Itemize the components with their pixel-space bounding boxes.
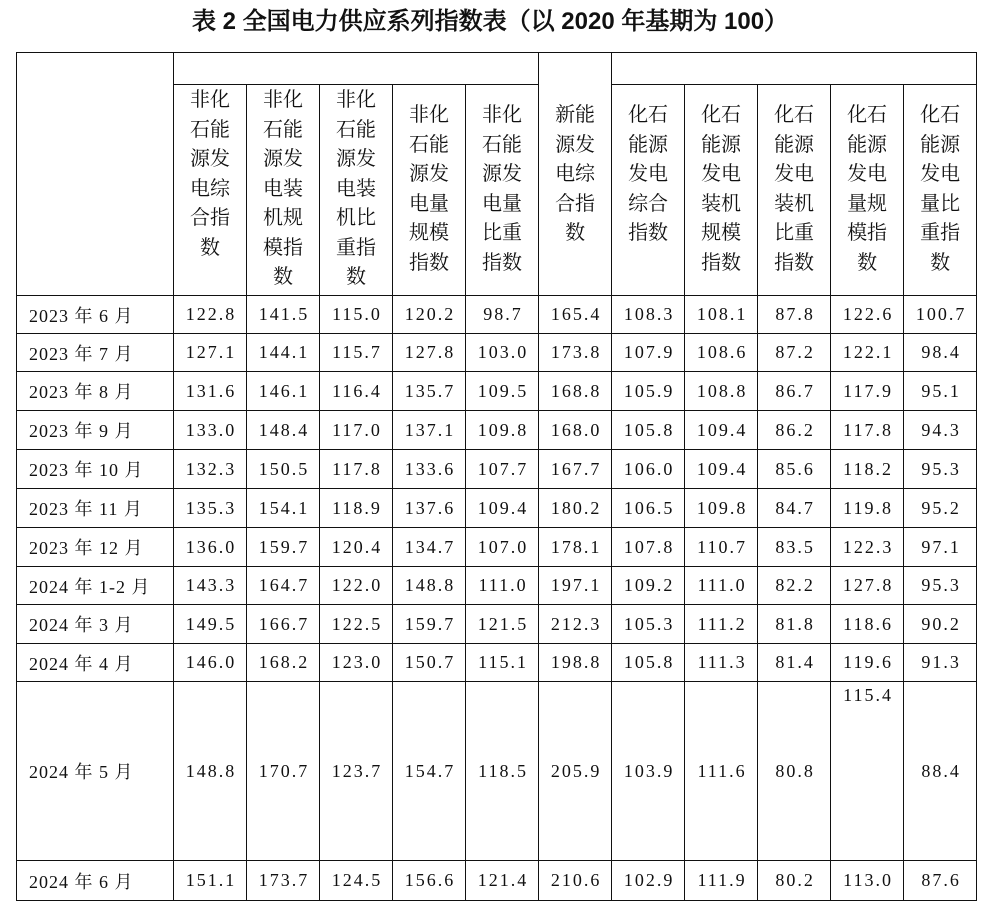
value-cell: 127.1	[174, 334, 247, 372]
value-cell: 87.8	[758, 296, 831, 334]
value-cell: 120.2	[393, 296, 466, 334]
value-cell: 106.5	[612, 489, 685, 528]
table-row	[17, 861, 977, 901]
value-cell: 107.7	[466, 450, 539, 489]
value-cell: 115.4	[831, 682, 904, 861]
value-cell: 90.2	[904, 605, 977, 644]
table-row	[17, 567, 977, 605]
value-cell: 109.4	[466, 489, 539, 528]
fossil-group-header	[612, 53, 977, 85]
period-cell: 2023 年 7 月	[17, 334, 174, 372]
col-header-label: 非化石能源发电量比重指数	[482, 104, 523, 274]
value-cell: 103.9	[612, 682, 685, 861]
col-header-non-fossil-composite	[174, 85, 247, 296]
value-cell: 122.0	[320, 567, 393, 605]
col-header-label: 化石能源发电量比重指数	[920, 104, 961, 274]
col-header-label: 非化石能源发电量规模指数	[409, 104, 449, 274]
value-cell: 137.6	[393, 489, 466, 528]
value-cell: 156.6	[393, 861, 466, 901]
value-cell: 143.3	[174, 567, 247, 605]
value-cell: 122.5	[320, 605, 393, 644]
value-cell: 148.4	[247, 411, 320, 450]
col-header-label: 化石能源发电装机规模指数	[701, 104, 742, 274]
value-cell: 111.0	[466, 567, 539, 605]
value-cell: 100.7	[904, 296, 977, 334]
value-cell: 137.1	[393, 411, 466, 450]
value-cell: 95.3	[904, 450, 977, 489]
value-cell: 109.4	[685, 450, 758, 489]
value-cell: 84.7	[758, 489, 831, 528]
value-cell: 118.5	[466, 682, 539, 861]
value-cell: 95.1	[904, 372, 977, 411]
col-header-label: 非化石能源发电综合指数	[190, 89, 230, 259]
value-cell: 122.8	[174, 296, 247, 334]
value-cell: 119.8	[831, 489, 904, 528]
value-cell: 210.6	[539, 861, 612, 901]
value-cell: 132.3	[174, 450, 247, 489]
period-header-cell	[17, 53, 174, 296]
value-cell: 150.5	[247, 450, 320, 489]
value-cell: 109.8	[466, 411, 539, 450]
table-row	[17, 372, 977, 411]
value-cell: 106.0	[612, 450, 685, 489]
period-cell: 2023 年 12 月	[17, 528, 174, 567]
value-cell: 98.4	[904, 334, 977, 372]
value-cell: 154.1	[247, 489, 320, 528]
value-cell: 166.7	[247, 605, 320, 644]
value-cell: 102.9	[612, 861, 685, 901]
value-cell: 136.0	[174, 528, 247, 567]
value-cell: 117.8	[320, 450, 393, 489]
value-cell: 168.0	[539, 411, 612, 450]
value-cell: 151.1	[174, 861, 247, 901]
value-cell: 133.6	[393, 450, 466, 489]
value-cell: 148.8	[174, 682, 247, 861]
value-cell: 103.0	[466, 334, 539, 372]
value-cell: 122.6	[831, 296, 904, 334]
power-supply-index-table	[16, 52, 977, 901]
value-cell: 105.8	[612, 644, 685, 682]
value-cell: 146.0	[174, 644, 247, 682]
value-cell: 154.7	[393, 682, 466, 861]
value-cell: 82.2	[758, 567, 831, 605]
value-cell: 80.8	[758, 682, 831, 861]
table-row	[17, 450, 977, 489]
value-cell: 144.1	[247, 334, 320, 372]
value-cell: 86.2	[758, 411, 831, 450]
value-cell: 170.7	[247, 682, 320, 861]
value-cell: 81.8	[758, 605, 831, 644]
value-cell: 127.8	[393, 334, 466, 372]
value-cell: 95.3	[904, 567, 977, 605]
value-cell: 146.1	[247, 372, 320, 411]
col-header-non-fossil-generation-scale	[393, 85, 466, 296]
value-cell: 117.0	[320, 411, 393, 450]
value-cell: 121.5	[466, 605, 539, 644]
col-header-fossil-composite	[612, 85, 685, 296]
table-row	[17, 528, 977, 567]
value-cell: 173.7	[247, 861, 320, 901]
value-cell: 119.6	[831, 644, 904, 682]
value-cell: 111.3	[685, 644, 758, 682]
period-cell: 2024 年 6 月	[17, 861, 174, 901]
value-cell: 108.3	[612, 296, 685, 334]
period-cell: 2023 年 6 月	[17, 296, 174, 334]
period-cell: 2023 年 10 月	[17, 450, 174, 489]
col-header-label: 化石能源发电量规模指数	[847, 104, 888, 274]
value-cell: 85.6	[758, 450, 831, 489]
value-cell: 167.7	[539, 450, 612, 489]
header-group-row	[17, 53, 977, 85]
value-cell: 95.2	[904, 489, 977, 528]
period-cell: 2023 年 9 月	[17, 411, 174, 450]
value-cell: 109.2	[612, 567, 685, 605]
col-header-label: 新能源发电综合指数	[555, 104, 596, 244]
period-cell: 2024 年 4 月	[17, 644, 174, 682]
col-header-label: 非化石能源发电装机比重指数	[336, 89, 376, 288]
value-cell: 98.7	[466, 296, 539, 334]
value-cell: 118.6	[831, 605, 904, 644]
period-cell: 2023 年 11 月	[17, 489, 174, 528]
period-cell: 2024 年 3 月	[17, 605, 174, 644]
value-cell: 120.4	[320, 528, 393, 567]
value-cell: 159.7	[247, 528, 320, 567]
col-header-label: 化石能源发电综合指数	[628, 104, 669, 244]
value-cell: 141.5	[247, 296, 320, 334]
value-cell: 150.7	[393, 644, 466, 682]
value-cell: 107.9	[612, 334, 685, 372]
value-cell: 111.9	[685, 861, 758, 901]
value-cell: 94.3	[904, 411, 977, 450]
col-header-non-fossil-capacity-scale	[247, 85, 320, 296]
col-header-fossil-capacity-share	[758, 85, 831, 296]
value-cell: 116.4	[320, 372, 393, 411]
value-cell: 131.6	[174, 372, 247, 411]
value-cell: 107.0	[466, 528, 539, 567]
value-cell: 105.9	[612, 372, 685, 411]
table-row	[17, 489, 977, 528]
col-header-label: 化石能源发电装机比重指数	[774, 104, 815, 274]
value-cell: 80.2	[758, 861, 831, 901]
value-cell: 110.7	[685, 528, 758, 567]
value-cell: 86.7	[758, 372, 831, 411]
col-header-label: 非化石能源发电装机规模指数	[263, 89, 303, 288]
period-cell: 2023 年 8 月	[17, 372, 174, 411]
table-row	[17, 644, 977, 682]
value-cell: 81.4	[758, 644, 831, 682]
value-cell: 83.5	[758, 528, 831, 567]
table-row	[17, 411, 977, 450]
value-cell: 108.1	[685, 296, 758, 334]
value-cell: 123.7	[320, 682, 393, 861]
value-cell: 122.3	[831, 528, 904, 567]
value-cell: 91.3	[904, 644, 977, 682]
value-cell: 87.6	[904, 861, 977, 901]
period-cell: 2024 年 5 月	[17, 682, 174, 861]
value-cell: 149.5	[174, 605, 247, 644]
value-cell: 115.1	[466, 644, 539, 682]
value-cell: 124.5	[320, 861, 393, 901]
value-cell: 159.7	[393, 605, 466, 644]
value-cell: 88.4	[904, 682, 977, 861]
value-cell: 121.4	[466, 861, 539, 901]
table-row	[17, 682, 977, 861]
value-cell: 111.6	[685, 682, 758, 861]
value-cell: 109.4	[685, 411, 758, 450]
value-cell: 105.8	[612, 411, 685, 450]
value-cell: 133.0	[174, 411, 247, 450]
col-header-new-energy-composite	[539, 53, 612, 296]
value-cell: 164.7	[247, 567, 320, 605]
table-row	[17, 296, 977, 334]
value-cell: 97.1	[904, 528, 977, 567]
value-cell: 168.2	[247, 644, 320, 682]
value-cell: 178.1	[539, 528, 612, 567]
value-cell: 168.8	[539, 372, 612, 411]
value-cell: 148.8	[393, 567, 466, 605]
value-cell: 107.8	[612, 528, 685, 567]
value-cell: 108.6	[685, 334, 758, 372]
value-cell: 105.3	[612, 605, 685, 644]
value-cell: 134.7	[393, 528, 466, 567]
value-cell: 135.7	[393, 372, 466, 411]
period-cell: 2024 年 1-2 月	[17, 567, 174, 605]
value-cell: 115.7	[320, 334, 393, 372]
value-cell: 127.8	[831, 567, 904, 605]
value-cell: 122.1	[831, 334, 904, 372]
col-header-non-fossil-generation-share	[466, 85, 539, 296]
value-cell: 113.0	[831, 861, 904, 901]
non-fossil-group-header	[174, 53, 539, 85]
col-header-non-fossil-capacity-share	[320, 85, 393, 296]
col-header-fossil-generation-share	[904, 85, 977, 296]
value-cell: 118.2	[831, 450, 904, 489]
value-cell: 109.8	[685, 489, 758, 528]
value-cell: 117.8	[831, 411, 904, 450]
value-cell: 109.5	[466, 372, 539, 411]
value-cell: 165.4	[539, 296, 612, 334]
value-cell: 118.9	[320, 489, 393, 528]
value-cell: 123.0	[320, 644, 393, 682]
value-cell: 108.8	[685, 372, 758, 411]
col-header-fossil-capacity-scale	[685, 85, 758, 296]
value-cell: 111.2	[685, 605, 758, 644]
value-cell: 117.9	[831, 372, 904, 411]
value-cell: 212.3	[539, 605, 612, 644]
table-row	[17, 605, 977, 644]
value-cell: 87.2	[758, 334, 831, 372]
value-cell: 198.8	[539, 644, 612, 682]
value-cell: 205.9	[539, 682, 612, 861]
value-cell: 115.0	[320, 296, 393, 334]
col-header-fossil-generation-scale	[831, 85, 904, 296]
value-cell: 135.3	[174, 489, 247, 528]
value-cell: 173.8	[539, 334, 612, 372]
value-cell: 111.0	[685, 567, 758, 605]
value-cell: 180.2	[539, 489, 612, 528]
table-title: 表 2 全国电力供应系列指数表（以 2020 年基期为 100）	[191, 8, 789, 35]
value-cell: 197.1	[539, 567, 612, 605]
table-row	[17, 334, 977, 372]
